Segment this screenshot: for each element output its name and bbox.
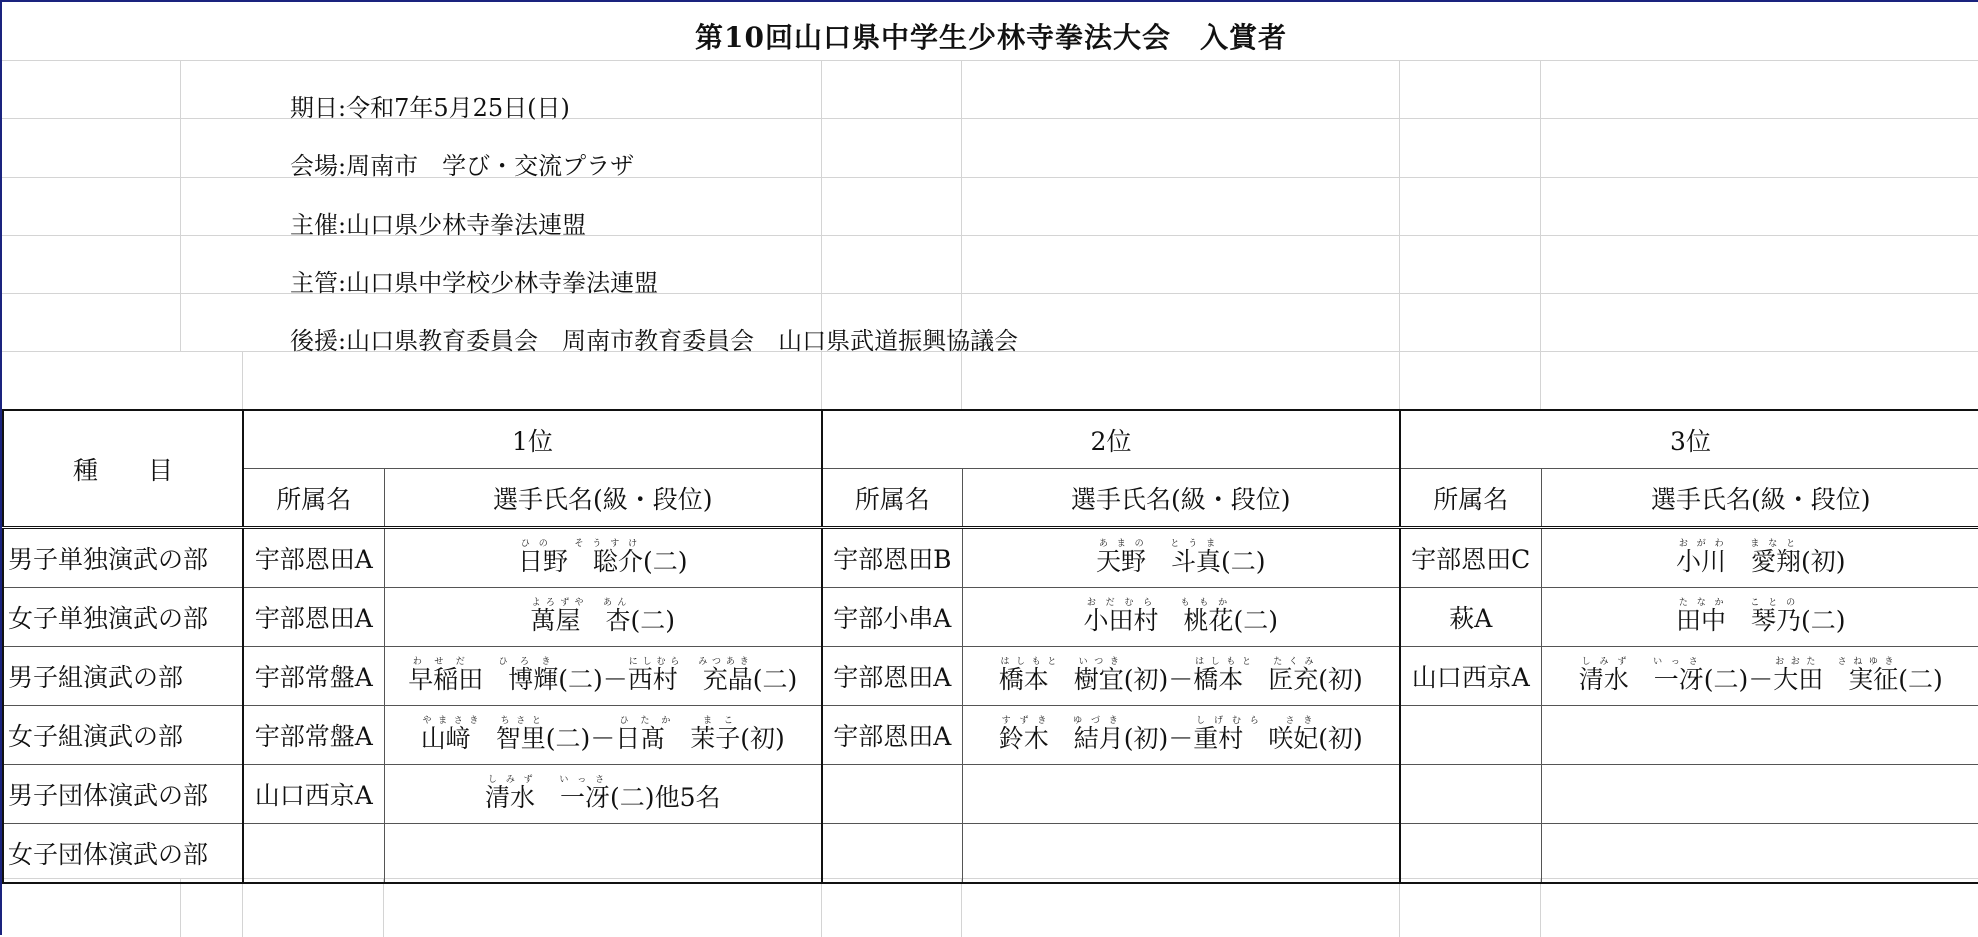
gridline <box>383 878 384 937</box>
result-row <box>3 824 1978 884</box>
player-cell <box>962 528 1400 588</box>
affiliation-cell: 山口西京A <box>243 765 384 824</box>
player-cell <box>1541 706 1978 765</box>
gridline <box>1540 60 1541 409</box>
player-rank: (初) <box>1318 723 1363 753</box>
event-name: 女子単独演武の部 <box>3 588 243 647</box>
player-rank: (二) <box>1898 664 1943 694</box>
player-rank: (初) <box>1123 723 1169 753</box>
affiliation-cell: 山口西京A <box>1400 647 1541 706</box>
event-host: 主催:山口県少林寺拳法連盟 <box>290 211 587 239</box>
affiliation-cell: 宇部恩田A <box>822 706 962 765</box>
player-cell <box>384 824 822 884</box>
event-name: 女子団体演武の部 <box>3 824 243 884</box>
furigana: はしもと たくみ <box>1193 656 1319 667</box>
player-name: 日野 聡介ひの そうすけ(二) <box>517 538 688 576</box>
pair-separator: － <box>1168 664 1194 694</box>
pair-separator: － <box>590 723 616 753</box>
event-name: 男子団体演武の部 <box>3 765 243 824</box>
affiliation-header: 所属名 <box>822 469 962 528</box>
gridline <box>2 60 1978 61</box>
player-rank: (二) <box>1233 605 1279 635</box>
player-cell <box>384 647 822 706</box>
player-rank: (二) <box>558 664 603 694</box>
furigana: おがわ まなと <box>1675 538 1801 549</box>
affiliation-cell <box>1400 824 1541 884</box>
event-name: 男子組演武の部 <box>3 647 243 706</box>
affiliation-cell: 萩A <box>1400 588 1541 647</box>
gridline <box>180 878 181 937</box>
player-cell <box>384 706 822 765</box>
gridline <box>1399 60 1400 409</box>
furigana: しみず いっさ <box>1578 656 1704 667</box>
furigana: よろずや あん <box>530 597 631 608</box>
player-rank: (初) <box>1318 664 1363 694</box>
player-name: 橋本 樹宜はしもと いつき(初) <box>998 656 1169 694</box>
player-rank: (二) <box>1221 546 1266 576</box>
player-cell <box>1541 647 1978 706</box>
affiliation-cell <box>1400 706 1541 765</box>
player-name: 大田 実征おおた さねゆき(二) <box>1773 656 1943 694</box>
player-rank: (二) <box>630 605 676 635</box>
event-organizer: 主管:山口県中学校少林寺拳法連盟 <box>290 269 659 297</box>
furigana: すずき ゆづき <box>998 715 1124 726</box>
player-cell <box>1541 765 1978 824</box>
player-cell <box>962 706 1400 765</box>
player-cell <box>1541 588 1978 647</box>
player-cell <box>962 824 1400 884</box>
affiliation-cell: 宇部恩田A <box>243 588 384 647</box>
pair-separator: － <box>1748 664 1774 694</box>
furigana: にしむら みつあき <box>627 656 753 667</box>
player-cell <box>1541 528 1978 588</box>
furigana: しみず いっさ <box>485 774 611 785</box>
player-name: 山﨑 智里やまさき ちさと(二) <box>420 715 591 753</box>
pair-separator: － <box>602 664 628 694</box>
affiliation-cell <box>822 765 962 824</box>
affiliation-header: 所属名 <box>1400 469 1541 528</box>
results-table <box>2 409 1978 884</box>
furigana: わせだ ひろき <box>408 656 559 667</box>
player-cell <box>384 588 822 647</box>
furigana: はしもと いつき <box>998 656 1124 667</box>
gridline <box>961 60 962 409</box>
player-name: 萬屋 杏よろずや あん(二) <box>530 597 676 635</box>
gridline <box>180 60 181 351</box>
player-cell <box>962 765 1400 824</box>
place-header-3: 3位 <box>1400 410 1978 469</box>
place-header-1: 1位 <box>243 410 822 469</box>
gridline <box>1540 878 1541 937</box>
player-name: 天野 斗真あまの とうま(二) <box>1095 538 1266 576</box>
column-header-row <box>3 469 1978 528</box>
player-name: 橋本 匠充はしもと たくみ(初) <box>1193 656 1363 694</box>
gridline <box>961 878 962 937</box>
player-name: 西村 充晶にしむら みつあき(二) <box>627 656 798 694</box>
player-name: 清水 一冴しみず いっさ(二) <box>1578 656 1749 694</box>
player-name: 早稲田 博輝わせだ ひろき(二) <box>408 656 603 694</box>
affiliation-header: 所属名 <box>243 469 384 528</box>
affiliation-cell: 宇部恩田A <box>243 528 384 588</box>
player-header: 選手氏名(級・段位) <box>384 469 822 528</box>
player-name: 重村 咲妃しげむら さき(初) <box>1193 715 1363 753</box>
player-header: 選手氏名(級・段位) <box>1541 469 1978 528</box>
player-name: 小川 愛翔おがわ まなと(初) <box>1675 538 1846 576</box>
event-venue: 会場:周南市 学び・交流プラザ <box>290 152 635 180</box>
player-rank: (二) <box>1801 605 1846 635</box>
affiliation-cell: 宇部常盤A <box>243 706 384 765</box>
affiliation-cell: 宇部恩田C <box>1400 528 1541 588</box>
result-row <box>3 588 1978 647</box>
event-name: 男子単独演武の部 <box>3 528 243 588</box>
place-header-row <box>3 410 1978 469</box>
player-cell <box>962 588 1400 647</box>
affiliation-cell: 宇部恩田A <box>822 647 962 706</box>
gridline <box>821 60 822 409</box>
affiliation-cell <box>822 824 962 884</box>
player-header: 選手氏名(級・段位) <box>962 469 1400 528</box>
player-cell <box>384 765 822 824</box>
player-rank: (二) <box>752 664 798 694</box>
player-rank: (二) <box>1703 664 1749 694</box>
result-row <box>3 647 1978 706</box>
player-rank: (二) <box>610 782 655 812</box>
player-name: 清水 一冴しみず いっさ(二)他5名 <box>485 774 721 812</box>
event-support: 後援:山口県教育委員会 周南市教育委員会 山口県武道振興協議会 <box>290 327 1019 355</box>
player-cell <box>384 528 822 588</box>
player-name: 鈴木 結月すずき ゆづき(初) <box>998 715 1169 753</box>
player-name: 日髙 茉子ひたか まこ(初) <box>615 715 785 753</box>
player-rank: (初) <box>740 723 785 753</box>
furigana: おだむら ももか <box>1083 597 1234 608</box>
furigana: あまの とうま <box>1095 538 1221 549</box>
page-title: 第10回山口県中学生少林寺拳法大会 入賞者 <box>695 21 1287 54</box>
affiliation-cell <box>243 824 384 884</box>
player-rank: (初) <box>1801 546 1846 576</box>
player-rank: (初) <box>1123 664 1169 694</box>
furigana: しげむら さき <box>1193 715 1319 726</box>
furigana: やまさき ちさと <box>420 715 546 726</box>
player-rank: (二) <box>545 723 591 753</box>
result-row <box>3 528 1978 588</box>
gridline <box>1399 878 1400 937</box>
furigana: ひたか まこ <box>615 715 741 726</box>
furigana: たなか ことの <box>1675 597 1801 608</box>
result-row <box>3 706 1978 765</box>
affiliation-cell: 宇部小串A <box>822 588 962 647</box>
player-cell <box>962 647 1400 706</box>
gridline <box>242 351 243 409</box>
player-name: 小田村 桃花おだむら ももか(二) <box>1083 597 1279 635</box>
player-suffix: 他5名 <box>654 782 721 812</box>
player-rank: (二) <box>643 546 688 576</box>
event-header: 種 目 <box>3 410 243 528</box>
furigana: おおた さねゆき <box>1773 656 1899 667</box>
place-header-2: 2位 <box>822 410 1400 469</box>
pair-separator: － <box>1168 723 1194 753</box>
affiliation-cell: 宇部常盤A <box>243 647 384 706</box>
furigana: ひの そうすけ <box>517 538 643 549</box>
event-date: 期日:令和7年5月25日(日) <box>290 94 570 122</box>
affiliation-cell: 宇部恩田B <box>822 528 962 588</box>
gridline <box>242 878 243 937</box>
event-name: 女子組演武の部 <box>3 706 243 765</box>
player-name: 田中 琴乃たなか ことの(二) <box>1675 597 1846 635</box>
player-cell <box>1541 824 1978 884</box>
result-row <box>3 765 1978 824</box>
gridline <box>821 878 822 937</box>
affiliation-cell <box>1400 765 1541 824</box>
